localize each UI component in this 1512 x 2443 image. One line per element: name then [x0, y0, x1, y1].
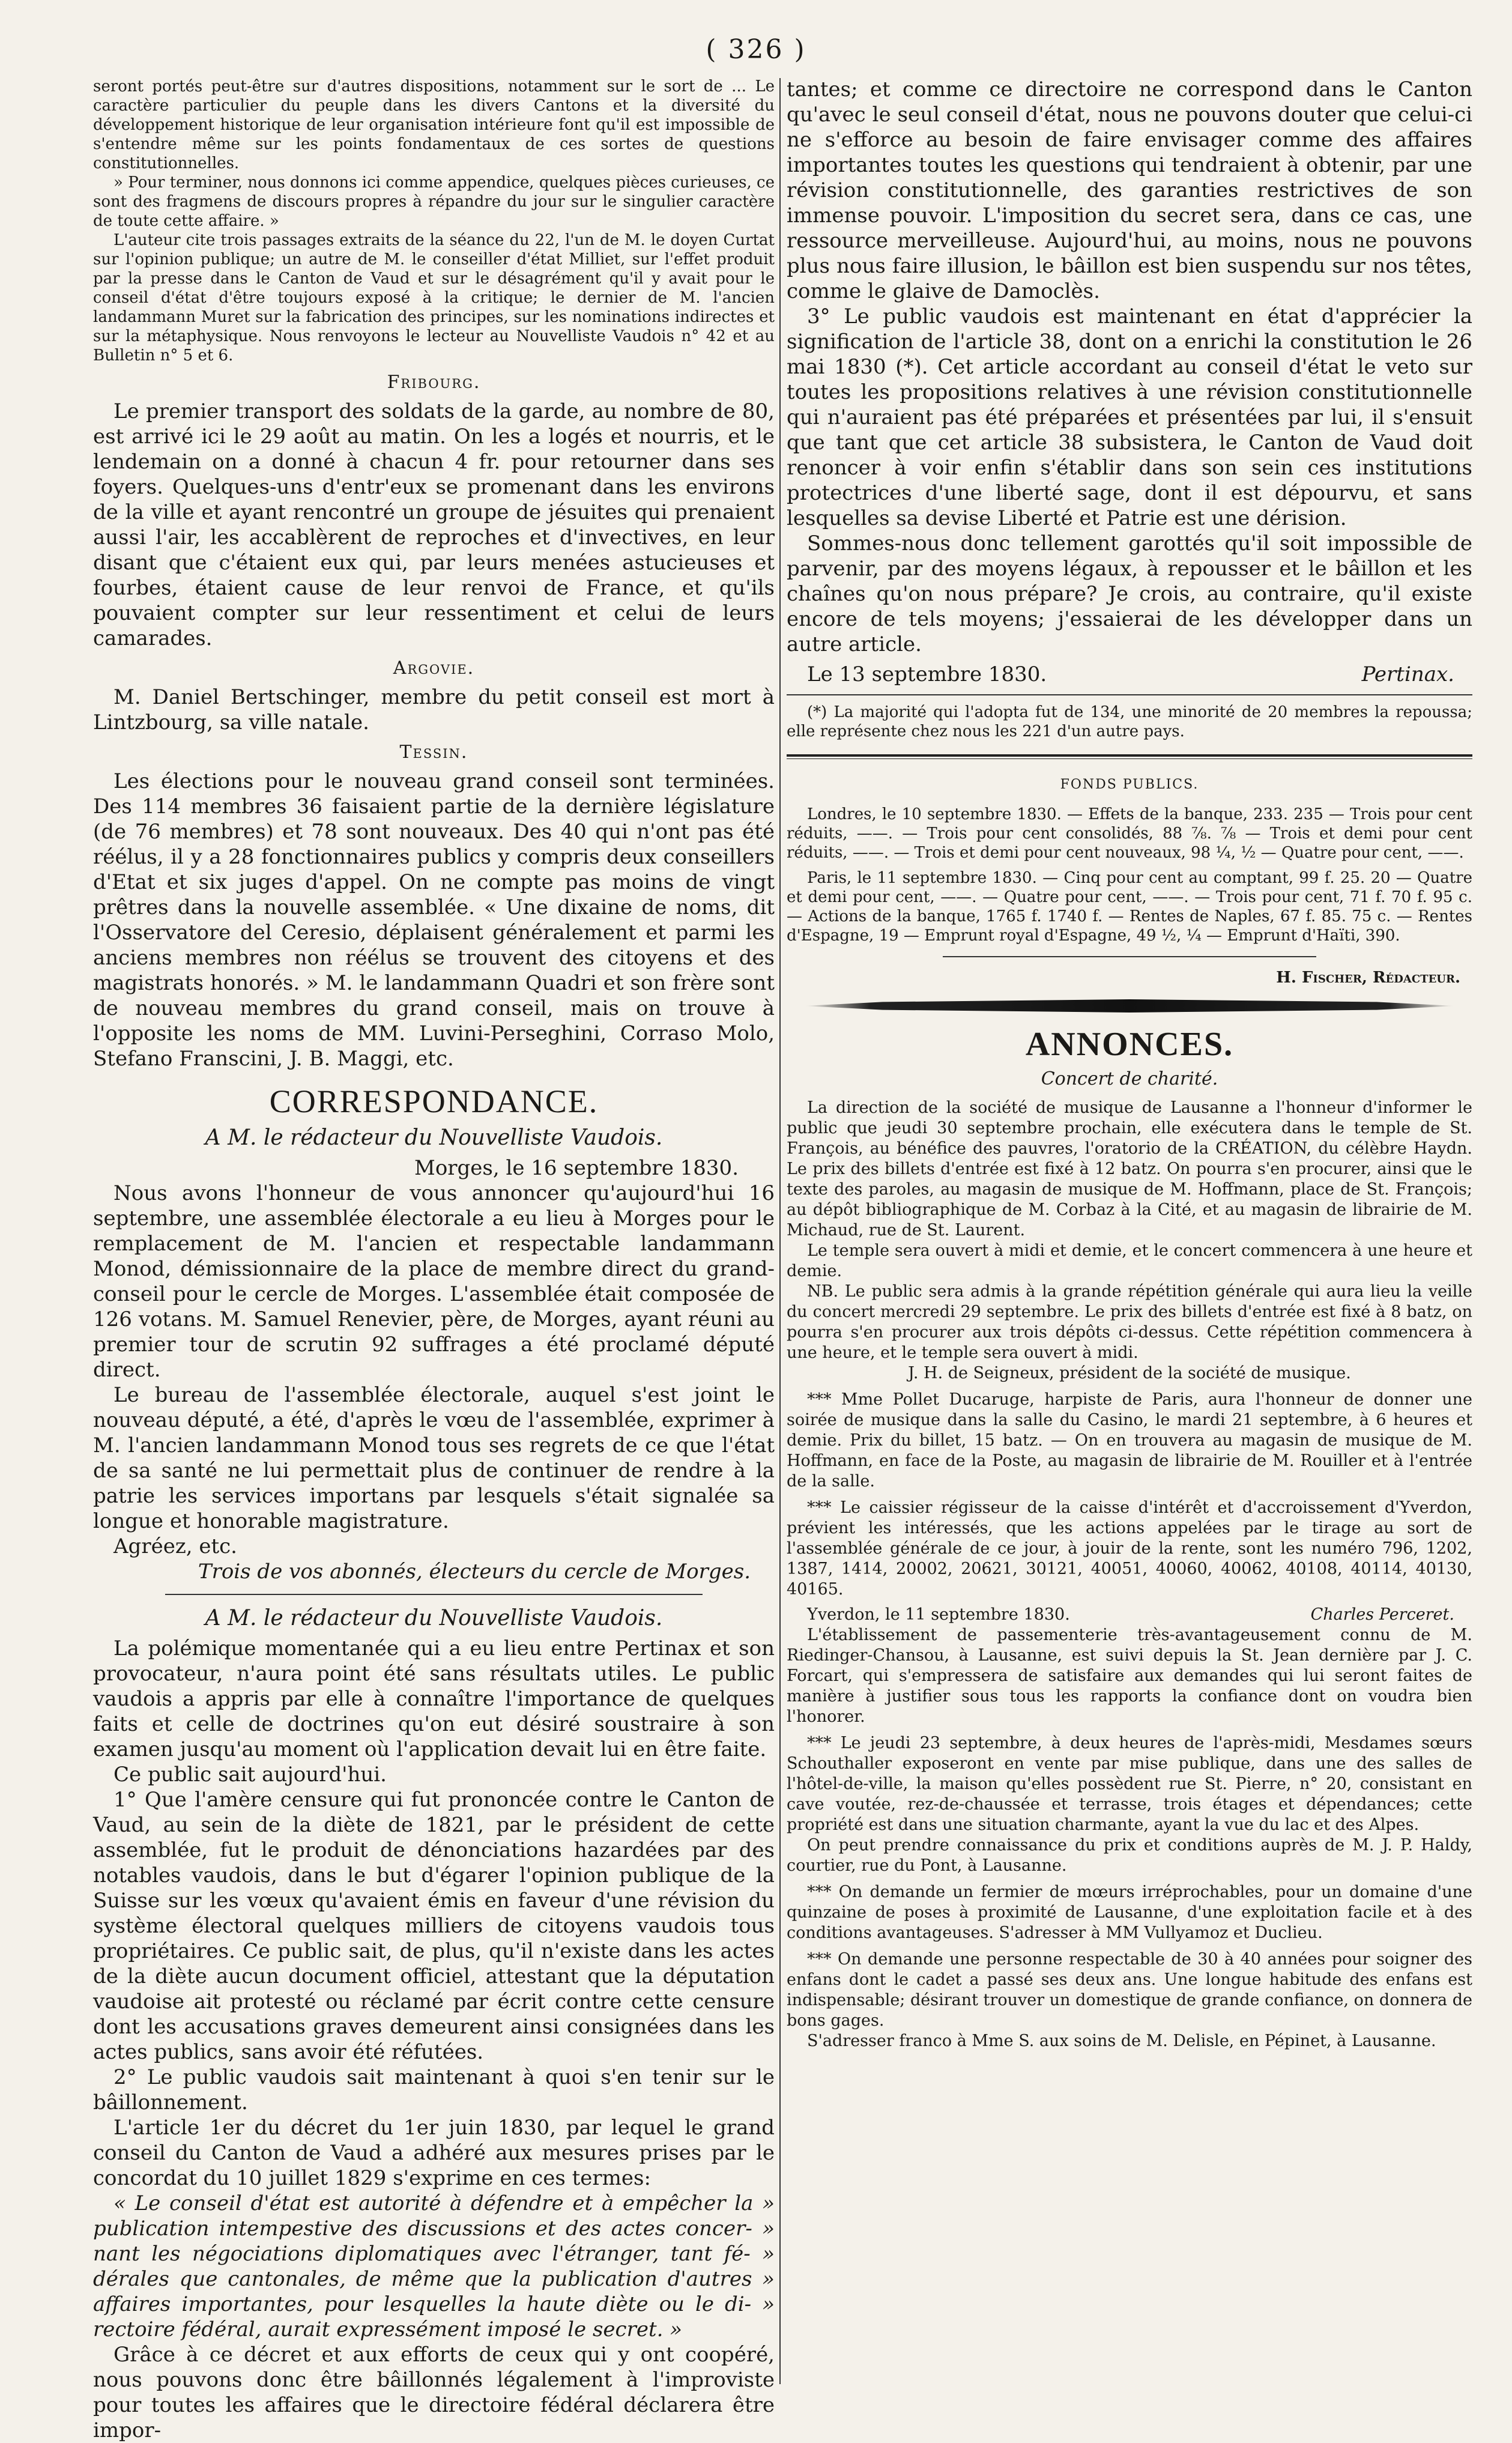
fonds-paris: Paris, le 11 septembre 1830. — Cinq pour cent au comptant, 99 f. 25. 20 — Quatre et demi pour cent, ——. — Quatre pour cent, ——. — Trois pour cent, 71 f. 70 f. 95 c. — Actions de la banque, 1765 f. 1740 f. — Rentes de Naples, 67 f. 85. 75 c. — Rentes d'Espagne, 19 — Emprunt royal d'Espagne, 49 ½, ¼ — Emprunt d'Haïti, 390.: [787, 869, 1472, 945]
intro-paragraph-2: » Pour terminer, nous donnons ici comme appendice, quelques pièces curieuses, ce sont des fragmens de discours propres à répandre du jour sur le singulier caractère de toute cette affaire. »: [93, 174, 775, 230]
section-head-tessin: Tessin.: [399, 742, 468, 763]
annonce-passementerie: L'établissement de passementerie très-avantageusement connu de M. Riedinger-Chansou, à Lausanne, est suivi depuis la St. Jean dernière par J. C. Forcart, qui s'empressera de satisfaire aux demandes qui lui seront faites de manière à justifier sous tous les rapports la confiance dont on voudra bien l'honorer.: [787, 1626, 1472, 1726]
annonce-caisse-yverdon: *** Le caissier régisseur de la caisse d'intérêt et d'accroissement d'Yverdon, prévient les intéressés, que les actions appelées par le tirage au sort de l'assemblée générale de ce jour, à jouir de la rente, sont les numéro 796, 1202, 1387, 1414, 20002, 20621, 30121, 40051, 40060, 40062, 40108, 40114, 40130, 40165.: [787, 1498, 1472, 1599]
intro-paragraph-1: seront portés peut-être sur d'autres dispositions, notamment sur le sort de ... Le caractère particulier du peuple dans les divers Cantons et la diversité du développement historique de leur organisation intérieure font qu'il est impossible de s'entendre même sur les points fondamentaux de ces sortes de questions constitutionnelles.: [93, 77, 775, 172]
letter2-paragraph-4: 2° Le public vaudois sait maintenant à quoi s'en tenir sur le bâillonnement.: [93, 2065, 775, 2115]
continuation-paragraph-2: 3° Le public vaudois est maintenant en état d'apprécier la signification de l'article 38, dont on a enrichi la constitution le 26 mai 1830 (*). Cet article accordant au conseil d'état le veto sur toutes les propositions relatives à une révision constitutionnelle qui n'auraient pas été préparées et présentées par lui, il s'ensuit que tant que cet article 38 subsistera, le Canton de Vaud doit renoncer à voir enfin s'établir dans son sein ces institutions protectrices d'une liberté sage, dont il est dépourvu, et sans lesquelles sa devise Liberté et Patrie est une dérision.: [787, 304, 1472, 530]
yverdon-name: Charles Perceret.: [1310, 1605, 1454, 1624]
ornament-rule: [805, 999, 1454, 1013]
fonds-publics-heading: FONDS PUBLICS.: [1060, 777, 1199, 792]
letter1-paragraph-1: Nous avons l'honneur de vous annoncer qu'aujourd'hui 16 septembre, une assemblée électorale a eu lieu à Morges pour le remplacement de M. l'ancien et respectable landammann Monod, démissionnaire de la place de membre direct du grand-conseil pour le cercle de Morges. L'assemblée était composée de 126 votans. M. Samuel Renevier, père, de Morges, ayant réuni au premier tour de scrutin 92 suffrages a été proclamé député direct.: [93, 1181, 775, 1382]
right-column: [787, 77, 1472, 2051]
concert-signature: J. H. de Seigneux, président de la société de musique.: [908, 1364, 1351, 1382]
redacteur-rule: [943, 956, 1316, 957]
annonce-personne: *** On demande une personne respectable de 30 à 40 années pour soigner des enfans dont le cadet a passé ses deux ans. Une longue habitude des enfans est indispensable; désirant trouver un domestique de grande confiance, on donnera de bons gages.: [787, 1950, 1473, 2030]
letter-divider: [165, 1594, 703, 1595]
page-number: ( 326 ): [706, 34, 806, 65]
letter1-signature: Trois de vos abonnés, électeurs du cercle de Morges.: [198, 1560, 751, 1584]
intro-paragraph-3: L'auteur cite trois passages extraits de la séance du 22, l'un de M. le doyen Curtat sur l'opinion publique; un autre de M. le conseiller d'état Milliet, sur l'effet produit par la presse dans le Canton de Vaud et sur le désagrément qu'il y avait pour le conseil d'état d'être toujours exposé à la critique; le dernier de M. l'ancien landammann Muret sur la fabrication des principes, sur les nominations indirectes et sur la métaphysique. Nous renvoyons le lecteur au Nouvelliste Vaudois n° 42 et au Bulletin n° 5 et 6.: [93, 231, 775, 365]
letter1-address: A M. le rédacteur du Nouvelliste Vaudois.: [205, 1125, 663, 1150]
annonce-concert-3: NB. Le public sera admis à la grande répétition générale qui aura lieu la veille du concert mercredi 29 septembre. Le prix des billets d'entrée est fixé à 8 batz, on pourra s'en procurer aux trois dépôts ci-dessus. Cette répétition commencera à une heure, et le temple sera ouvert à midi.: [787, 1282, 1472, 1362]
annonces-list: [787, 1098, 1472, 2051]
footnote: (*) La majorité qui l'adopta fut de 134, une minorité de 20 membres la repoussa; elle représente chez nous les 221 d'un autre pays.: [787, 703, 1472, 740]
pertinax-date: Le 13 septembre 1830.: [807, 662, 1047, 686]
tessin-article: Les élections pour le nouveau grand conseil sont terminées. Des 114 membres 36 faisaient partie de la dernière législature (de 76 membres) et 78 sont nouveaux. Des 40 qui n'ont pas été réélus, il y a 28 fonctionnaires publics y compris deux conseillers d'Etat et six juges d'appel. On ne compte pas moins de vingt prêtres dans la nouvelle assemblée. « Une dixaine de noms, dit l'Osservatore del Ceresio, déplaisent généralement et parmi les anciens membres non réélus se trouvent des citoyens et des magistrats honorés. » M. le landammann Quadri et son frère sont de nouveau membres du grand conseil, mais on trouve à l'opposite les noms de MM. Luvini-Perseghini, Corraso Molo, Stefano Franscini, J. B. Maggi, etc.: [93, 769, 775, 1071]
annonce-fermier: *** On demande un fermier de mœurs irréprochables, pour un domaine d'une quinzaine de poses à proximité de Lausanne, d'une exploitation facile et à des conditions avantageuses. S'adresser à MM Vullyamoz et Duclieu.: [787, 1883, 1472, 1942]
annonce-vente-conditions: On peut prendre connaissance du prix et conditions auprès de M. J. P. Haldy, courtier, rue du Pont, à Lausanne.: [787, 1836, 1472, 1875]
annonce-harpiste: *** Mme Pollet Ducaruge, harpiste de Paris, aura l'honneur de donner une soirée de musique dans la salle du Casino, le mardi 21 septembre, à 6 heures et demie. Prix du billet, 15 batz. — On en trouvera au magasin de musique de M. Hoffmann, en face de la Poste, au magasin de librairie de M. Rouiller et à l'entrée de la salle.: [787, 1390, 1472, 1491]
column-divider: [779, 78, 781, 2384]
annonce-vente-maison: *** Le jeudi 23 septembre, à deux heures de l'après-midi, Mesdames sœurs Schouthaller exposeront en vente par mise publique, dans une des salles de l'hôtel-de-ville, la maison qu'elles possèdent rue St. Pierre, n° 20, consistant en cave voutée, rez-de-chaussée et terrasse, trois étages et dépendances; cette propriété est dans une situation charmante, ayant la vue du lac et des Alpes.: [787, 1734, 1472, 1834]
letter1-dateline: Morges, le 16 septembre 1830.: [414, 1156, 739, 1180]
pertinax-name: Pertinax.: [1361, 662, 1454, 686]
letter1-paragraph-3: Agréez, etc.: [113, 1534, 237, 1558]
yverdon-signature-line: [787, 1605, 1454, 1625]
continuation-paragraph-3: Sommes-nous donc tellement garottés qu'il soit impossible de parvenir, par des moyens légaux, à repousser et le bâillon et les chaînes qu'on nous prépare? Je crois, au contraire, qu'il existe encore de tels moyens; j'essaierai de les développer dans un autre article.: [787, 531, 1472, 656]
letter2-paragraph-2: Ce public sait aujourd'hui.: [113, 1763, 387, 1787]
footnote-rule: [787, 694, 1472, 695]
letter2-decree-quote: « Le conseil d'état est autorité à défendre et à empêcher la » publication intempestive des discussions et des actes concer- » nant les négociations diplomatiques avec l'étranger, tant fé- » dérales que cantonales, de même que la publication d'autres » affaires importantes, pour lesquelles la haute diète ou le di- » rectoire fédéral, aurait expressément imposé le secret. »: [93, 2191, 775, 2342]
yverdon-date: Yverdon, le 11 septembre 1830.: [807, 1605, 1070, 1624]
annonces-heading: ANNONCES.: [1025, 1026, 1234, 1063]
redacteur: H. Fischer, Rédacteur.: [1276, 969, 1460, 987]
fonds-londres: Londres, le 10 septembre 1830. — Effets de la banque, 233. 235 — Trois pour cent réduits, ——. — Trois pour cent consolidés, 88 ⅞. ⅞ — Trois et demi pour cent réduits, ——. — Trois et demi pour cent nouveaux, 98 ¼, ½ — Quatre pour cent, ——.: [787, 805, 1472, 862]
annonce-adresse: S'adresser franco à Mme S. aux soins de M. Delisle, en Pépinet, à Lausanne.: [807, 2032, 1436, 2050]
argovie-article: M. Daniel Bertschinger, membre du petit conseil est mort à Lintzbourg, sa ville natale.: [93, 685, 775, 734]
fribourg-article: Le premier transport des soldats de la garde, au nombre de 80, est arrivé ici le 29 août au matin. On les a logés et nourris, et le lendemain on a donné à chacun 4 fr. pour retourner dans ses foyers. Quelques-uns d'entr'eux se promenant dans les environs de la ville et ayant rencontré un groupe de jésuites qui prenaient aussi l'air, les accablèrent de reproches et d'invectives, en leur disant que c'étaient eux qui, par leurs menées astucieuses et fourbes, étaient cause de leur renvoi de France, et qu'ils pouvaient compter sur leur ressentiment et celui de leurs camarades.: [93, 399, 775, 650]
concert-heading: Concert de charité.: [1041, 1068, 1218, 1089]
letter2-paragraph-3: 1° Que l'amère censure qui fut prononcée contre le Canton de Vaud, au sein de la diète de 1821, par le président de cette assemblée, fut le produit de dénonciations hazardées par des notables vaudois, dans le but d'égarer l'opinion publique de la Suisse sur les vœux qu'avaient émis en faveur d'une révision du système électoral quelques milliers de citoyens vaudois tous propriétaires. Ce public sait, de plus, qu'il n'existe dans les actes de la diète aucun document officiel, attestant que la députation vaudoise ait protesté ou réclamé par écrit contre cette censure dont les accusations graves demeurent ainsi consignées dans les actes publics, sans avoir été réfutées.: [93, 1788, 775, 2064]
letter2-address: A M. le rédacteur du Nouvelliste Vaudois.: [205, 1606, 663, 1630]
letter2-paragraph-5: L'article 1er du décret du 1er juin 1830, par lequel le grand conseil du Canton de Vaud a adhéré aux mesures prises par le concordat du 10 juillet 1829 s'exprime en ces termes:: [93, 2116, 775, 2190]
section-head-argovie: Argovie.: [393, 658, 475, 679]
section-rule: [787, 754, 1472, 759]
letter2-paragraph-7: Grâce à ce décret et aux efforts de ceux qui y ont coopéré, nous pouvons donc être bâillonnés légalement à l'improviste pour toutes les affaires que le directoire fédéral déclarera être impor-: [93, 2343, 775, 2442]
section-head-fribourg: Fribourg.: [387, 372, 481, 393]
letter2-paragraph-1: La polémique momentanée qui a eu lieu entre Pertinax et son provocateur, n'aura point été sans résultats utiles. Le public vaudois a appris par elle à connaître l'importance de quelques faits et celle de doctrines qu'on eut désiré soustraire à son examen jusqu'au moment où l'application devait lui en être faite.: [93, 1636, 775, 1761]
left-column: [93, 77, 775, 2443]
annonce-concert-1: La direction de la société de musique de Lausanne a l'honneur d'informer le public que jeudi 30 septembre prochain, elle exécutera dans le temple de St. François, au bénéfice des pauvres, l'oratorio de la CRÉATION, du célèbre Haydn. Le prix des billets d'entrée est fixé à 12 batz. On pourra s'en procurer, ainsi que le texte des paroles, au magasin de musique de M. Hoffmann, place de St. François; au dépôt bibliographique de M. Corbaz à la Cité, et au magasin de librairie de M. Michaud, rue de St. Laurent.: [787, 1098, 1472, 1240]
pertinax-signature-line: [787, 662, 1454, 687]
letter1-paragraph-2: Le bureau de l'assemblée électorale, auquel s'est joint le nouveau député, a été, d'après le vœu de l'assemblée, exprimer à M. l'ancien landammann Monod tous ses regrets de ce que l'état de sa santé ne lui permettait plus de continuer de rendre à la patrie les services importans par lesquels s'était signalée sa longue et honorable magistrature.: [93, 1383, 775, 1533]
correspondance-heading: CORRESPONDANCE.: [269, 1083, 599, 1119]
annonce-concert-2: Le temple sera ouvert à midi et demie, et le concert commencera à une heure et demie.: [787, 1241, 1472, 1280]
continuation-paragraph-1: tantes; et comme ce directoire ne correspond dans le Canton qu'avec le seul conseil d'état, nous ne pouvons douter que celui-ci ne s'efforce au besoin de faire envisager comme des affaires importantes toutes les questions qui tendraient à obtenir, par une révision constitutionnelle, des garanties restrictives de son immense pouvoir. L'imposition du secret sera, dans ce cas, une ressource merveilleuse. Aujourd'hui, au moins, nous ne pouvons plus nous faire illusion, le bâillon est bien suspendu sur nos têtes, comme le glaive de Damoclès.: [787, 77, 1472, 303]
